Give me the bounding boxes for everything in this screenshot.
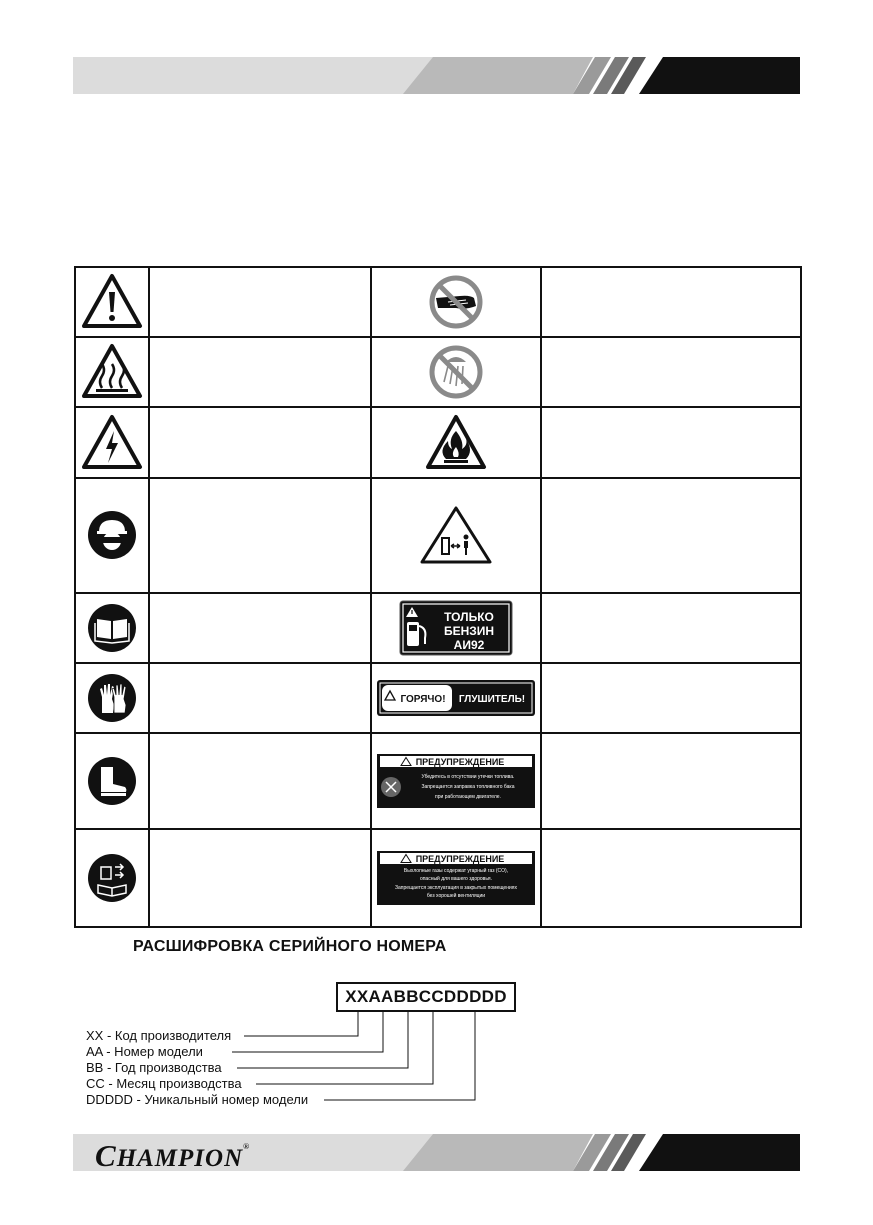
serial-legend-item: AA - Номер модели (86, 1044, 203, 1059)
fuel-warning-line1: Убедитесь в отсутствии утечки топлива. (421, 774, 515, 780)
fuel-sticker-line1: ТОЛЬКО (444, 610, 494, 625)
logo-rest: HAMPION (116, 1145, 244, 1172)
serial-legend-item: BB - Год производства (86, 1060, 222, 1075)
footer-bar (73, 1134, 800, 1171)
serial-legend-item: DDDDD - Уникальный номер модели (86, 1092, 309, 1107)
serial-section-title: РАСШИФРОВКА СЕРИЙНОГО НОМЕРА (133, 938, 447, 955)
fuel-sticker-line3: АИ92 (453, 638, 485, 653)
exhaust-warning-line1: Выхлопные газы содержат угарный газ (CO), (403, 867, 509, 874)
fuel-warning-title: ПРЕДУПРЕЖДЕНИЕ (415, 757, 505, 767)
fuel-warning-line2: Запрещается заправка топливного бака (421, 784, 515, 790)
registered-mark: ® (243, 1142, 251, 1151)
champion-logo (95, 1138, 250, 1174)
muffler-sticker-right: ГЛУШИТЕЛЬ! (458, 694, 526, 706)
serial-legend-item: XX - Код производителя (86, 1028, 232, 1043)
serial-code-box: XXAABBCCDDDDD (336, 982, 516, 1012)
exhaust-warning-title: ПРЕДУПРЕЖДЕНИЕ (415, 853, 505, 864)
serial-legend-item: CC - Месяц производства (86, 1076, 242, 1091)
fuel-warning-line3: при работающем двигателе. (435, 794, 501, 800)
muffler-sticker-left: ГОРЯЧО! (400, 694, 446, 706)
exhaust-warning-line3: Запрещается эксплуатация в закрытых помещениях (395, 884, 517, 891)
exhaust-warning-line2: опасный для вашего здоровья. (419, 875, 493, 882)
exhaust-warning-line4: без хорошей вентиляции (426, 892, 486, 899)
logo-initial: C (95, 1138, 117, 1173)
fuel-sticker-line2: БЕНЗИН (443, 624, 495, 639)
